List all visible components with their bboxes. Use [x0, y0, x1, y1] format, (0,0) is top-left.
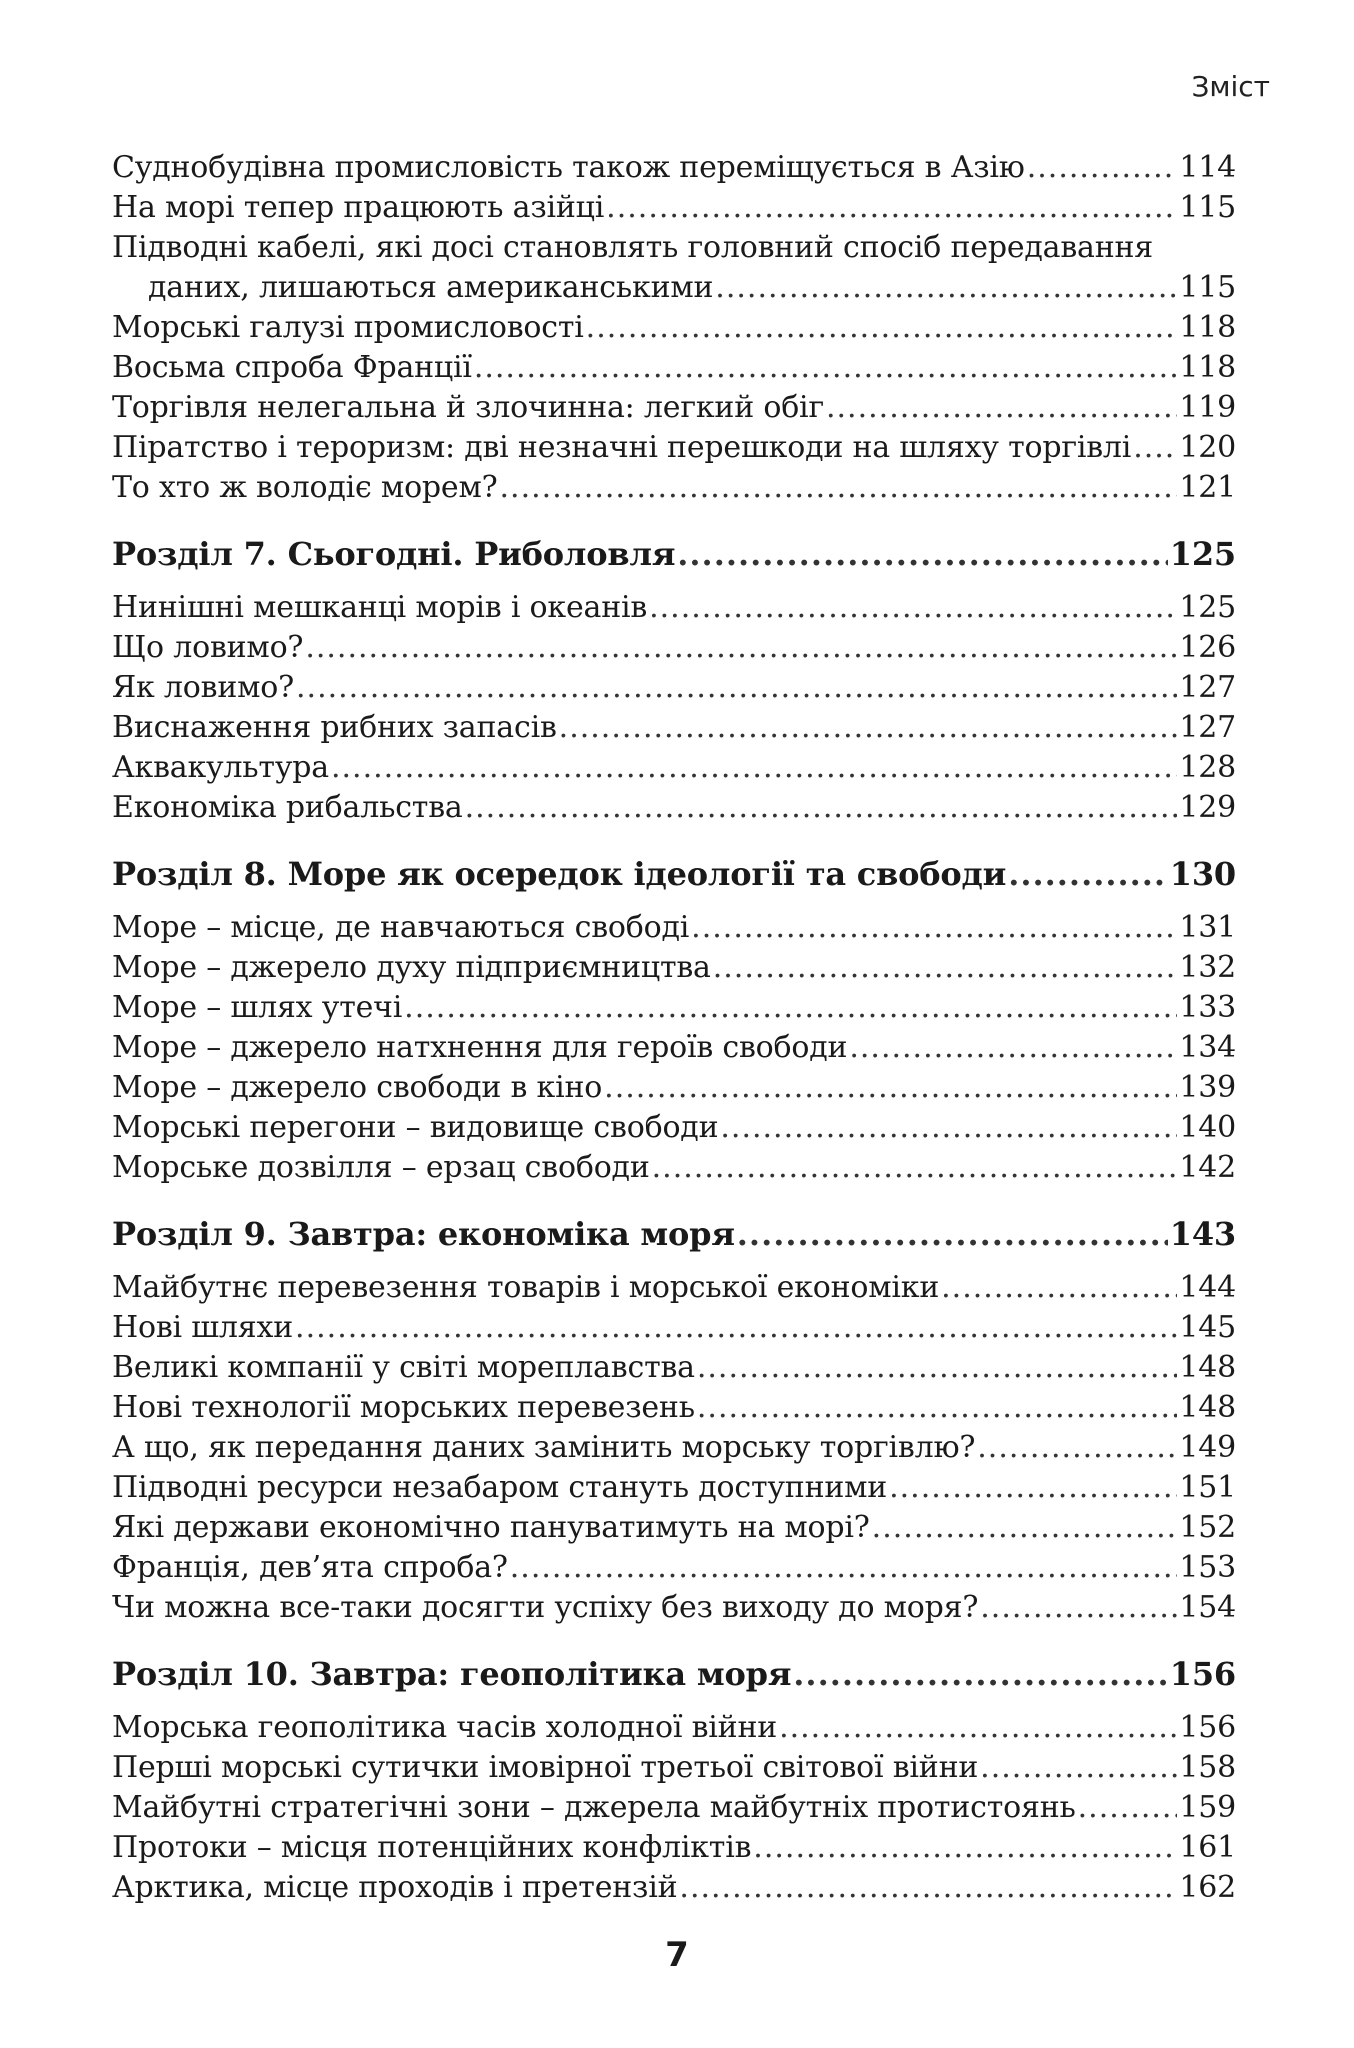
dot-leader: [1008, 852, 1168, 896]
dot-leader: [826, 388, 1177, 428]
dot-leader: [679, 1868, 1177, 1908]
entry-page: 144: [1179, 1270, 1236, 1305]
toc-entry[interactable]: [112, 1068, 1236, 1108]
toc-entry[interactable]: [112, 708, 1236, 748]
entry-title: То хто ж володіє морем?: [112, 470, 498, 505]
entry-page: 156: [1179, 1710, 1236, 1745]
dot-leader: [474, 348, 1178, 388]
entry-page: 159: [1179, 1790, 1236, 1825]
dot-leader: [652, 1148, 1178, 1188]
entry-title: Море – шлях утечі: [112, 990, 403, 1025]
dot-leader: [779, 1708, 1177, 1748]
entry-page: 126: [1179, 630, 1236, 665]
dot-leader: [713, 948, 1178, 988]
entry-page: 120: [1179, 430, 1236, 465]
chapter-heading[interactable]: [112, 532, 1236, 576]
entry-title: Франція, дев’ята спроба?: [112, 1550, 508, 1585]
dot-leader: [510, 1548, 1178, 1588]
entry-page: 119: [1179, 390, 1236, 425]
toc-entry[interactable]: [112, 988, 1236, 1028]
toc-entry[interactable]: [112, 468, 1236, 508]
entry-page: 153: [1179, 1550, 1236, 1585]
entry-title: Протоки – місця потенційних конфліктів: [112, 1830, 752, 1865]
dot-leader: [465, 788, 1178, 828]
toc-entry[interactable]: [112, 388, 1236, 428]
entry-title: Як ловимо?: [112, 670, 294, 705]
entry-page: 115: [1179, 270, 1236, 305]
toc-entry[interactable]: [112, 948, 1236, 988]
dot-leader: [720, 1108, 1177, 1148]
entry-title: Що ловимо?: [112, 630, 304, 665]
entry-page: 139: [1179, 1070, 1236, 1105]
entry-page: 151: [1179, 1470, 1236, 1505]
entry-title: Море – джерело натхнення для героїв свободи: [112, 1030, 848, 1065]
toc-entry[interactable]: [112, 1548, 1236, 1588]
toc-entry[interactable]: [112, 1788, 1236, 1828]
chapter-page: 143: [1169, 1215, 1236, 1253]
entry-title: Майбутні стратегічні зони – джерела майбутніх протистоянь: [112, 1790, 1076, 1825]
dot-leader: [793, 1652, 1168, 1696]
entry-title: Піратство і тероризм: дві незначні перешкоди на шляху торгівлі: [112, 430, 1132, 465]
dot-leader: [1027, 148, 1178, 188]
dot-leader: [977, 1428, 1177, 1468]
entry-title: Морські галузі промисловості: [112, 310, 584, 345]
dot-leader: [331, 748, 1177, 788]
dot-leader: [737, 1212, 1168, 1256]
dot-leader: [980, 1748, 1177, 1788]
entry-page: 158: [1179, 1750, 1236, 1785]
table-of-contents: [112, 148, 1236, 1908]
toc-entry[interactable]: [112, 1708, 1236, 1748]
entry-page: 118: [1179, 310, 1236, 345]
entry-page: 127: [1179, 670, 1236, 705]
entry-page: 145: [1179, 1310, 1236, 1345]
chapter-heading[interactable]: [112, 1652, 1236, 1696]
toc-entry[interactable]: [112, 668, 1236, 708]
entry-title: Які держави економічно пануватимуть на морі?: [112, 1510, 870, 1545]
dot-leader: [753, 1828, 1177, 1868]
entry-page: 154: [1179, 1590, 1236, 1625]
toc-entry[interactable]: [112, 748, 1236, 788]
entry-title: Чи можна все-таки досягти успіху без виходу до моря?: [112, 1590, 979, 1625]
entry-page: 140: [1179, 1110, 1236, 1145]
chapter-title: Розділ 9. Завтра: економіка моря: [112, 1215, 735, 1253]
dot-leader: [1078, 1788, 1178, 1828]
entry-title: Нові шляхи: [112, 1310, 294, 1345]
entry-title: Торгівля нелегальна й злочинна: легкий обіг: [112, 390, 824, 425]
entry-page: 152: [1179, 1510, 1236, 1545]
entry-page: 148: [1179, 1350, 1236, 1385]
dot-leader: [559, 708, 1178, 748]
entry-title: А що, як передання даних замінить морську торгівлю?: [112, 1430, 976, 1465]
toc-entry[interactable]: [112, 1028, 1236, 1068]
entry-page: 132: [1179, 950, 1236, 985]
entry-page: 133: [1179, 990, 1236, 1025]
toc-entry[interactable]: [112, 428, 1236, 468]
chapter-page: 125: [1169, 535, 1236, 573]
toc-entry-line1[interactable]: [112, 228, 1236, 268]
dot-leader: [889, 1468, 1177, 1508]
entry-page: 121: [1179, 470, 1236, 505]
entry-page: 127: [1179, 710, 1236, 745]
dot-leader: [941, 1268, 1177, 1308]
toc-entry[interactable]: [112, 1468, 1236, 1508]
entry-page: 161: [1179, 1830, 1236, 1865]
entry-title: Морська геополітика часів холодної війни: [112, 1710, 778, 1745]
toc-entry[interactable]: [112, 1828, 1236, 1868]
toc-entry[interactable]: [112, 348, 1236, 388]
entry-title: Перші морські сутички імовірної третьої світової війни: [112, 1750, 979, 1785]
entry-title: Море – джерело духу підприємництва: [112, 950, 711, 985]
entry-page: 128: [1179, 750, 1236, 785]
toc-entry[interactable]: [112, 788, 1236, 828]
entry-title: Море – джерело свободи в кіно: [112, 1070, 603, 1105]
entry-page: 134: [1179, 1030, 1236, 1065]
entry-title: Майбутнє перевезення товарів і морської економіки: [112, 1270, 940, 1305]
entry-title: Море – місце, де навчаються свободі: [112, 910, 690, 945]
chapter-heading[interactable]: [112, 1212, 1236, 1256]
dot-leader: [296, 668, 1177, 708]
entry-title: Нові технології морських перевезень: [112, 1390, 695, 1425]
dot-leader: [1133, 428, 1177, 468]
entry-title: Економіка рибальства: [112, 790, 463, 825]
entry-page: 148: [1179, 1390, 1236, 1425]
entry-title: Нинішні мешканці морів і океанів: [112, 590, 648, 625]
toc-entry[interactable]: [112, 1748, 1236, 1788]
toc-entry[interactable]: [112, 1868, 1236, 1908]
entry-title: Підводні ресурси незабаром стануть доступними: [112, 1470, 888, 1505]
dot-leader: [305, 628, 1177, 668]
entry-page: 114: [1179, 150, 1236, 185]
entry-title: даних, лишаються американськими: [148, 270, 714, 305]
toc-entry[interactable]: [112, 148, 1236, 188]
entry-page: 149: [1179, 1430, 1236, 1465]
running-head: Зміст: [1191, 70, 1270, 103]
toc-entry[interactable]: [112, 188, 1236, 228]
toc-entry[interactable]: [112, 1588, 1236, 1628]
entry-title: Великі компанії у світі мореплавства: [112, 1350, 695, 1385]
toc-entry[interactable]: [112, 308, 1236, 348]
entry-title: На морі тепер працюють азійці: [112, 190, 605, 225]
entry-title: Виснаження рибних запасів: [112, 710, 557, 745]
toc-entry[interactable]: [112, 1348, 1236, 1388]
entry-page: 142: [1179, 1150, 1236, 1185]
dot-leader: [715, 268, 1177, 308]
entry-title: Аквакультура: [112, 750, 329, 785]
chapter-heading[interactable]: [112, 852, 1236, 896]
toc-entry[interactable]: [112, 1308, 1236, 1348]
toc-entry-line2[interactable]: [112, 268, 1236, 308]
chapter-title: Розділ 8. Море як осередок ідеології та свободи: [112, 855, 1007, 893]
toc-entry[interactable]: [112, 1388, 1236, 1428]
toc-entry[interactable]: [112, 1108, 1236, 1148]
toc-entry[interactable]: [112, 1428, 1236, 1468]
dot-leader: [500, 468, 1178, 508]
dot-leader: [691, 908, 1177, 948]
dot-leader: [872, 1508, 1178, 1548]
dot-leader: [849, 1028, 1177, 1068]
entry-page: 125: [1179, 590, 1236, 625]
chapter-page: 156: [1169, 1655, 1236, 1693]
chapter-title: Розділ 10. Завтра: геополітика моря: [112, 1655, 792, 1693]
dot-leader: [677, 532, 1168, 576]
dot-leader: [697, 1388, 1177, 1428]
dot-leader: [980, 1588, 1177, 1628]
dot-leader: [586, 308, 1178, 348]
entry-page: 118: [1179, 350, 1236, 385]
entry-title: Морське дозвілля – ерзац свободи: [112, 1150, 650, 1185]
toc-entry[interactable]: [112, 908, 1236, 948]
entry-page: 131: [1179, 910, 1236, 945]
dot-leader: [404, 988, 1177, 1028]
entry-title: Суднобудівна промисловість також переміщується в Азію: [112, 150, 1025, 185]
toc-entry[interactable]: [112, 628, 1236, 668]
dot-leader: [604, 1068, 1177, 1108]
chapter-title: Розділ 7. Сьогодні. Риболовля: [112, 535, 676, 573]
toc-entry[interactable]: [112, 1508, 1236, 1548]
dot-leader: [295, 1308, 1177, 1348]
toc-entry[interactable]: [112, 1268, 1236, 1308]
entry-page: 129: [1179, 790, 1236, 825]
entry-title: Морські перегони – видовище свободи: [112, 1110, 719, 1145]
toc-entry[interactable]: [112, 588, 1236, 628]
page-number: 7: [665, 1935, 689, 1975]
dot-leader: [649, 588, 1177, 628]
entry-page: 115: [1179, 190, 1236, 225]
entry-title: Восьма спроба Франції: [112, 350, 472, 385]
chapter-page: 130: [1169, 855, 1236, 893]
entry-title: Арктика, місце проходів і претензій: [112, 1870, 678, 1905]
toc-entry[interactable]: [112, 1148, 1236, 1188]
entry-title: Підводні кабелі, які досі становлять головний спосіб передавання: [112, 230, 1154, 265]
entry-page: 162: [1179, 1870, 1236, 1905]
dot-leader: [697, 1348, 1177, 1388]
dot-leader: [606, 188, 1177, 228]
